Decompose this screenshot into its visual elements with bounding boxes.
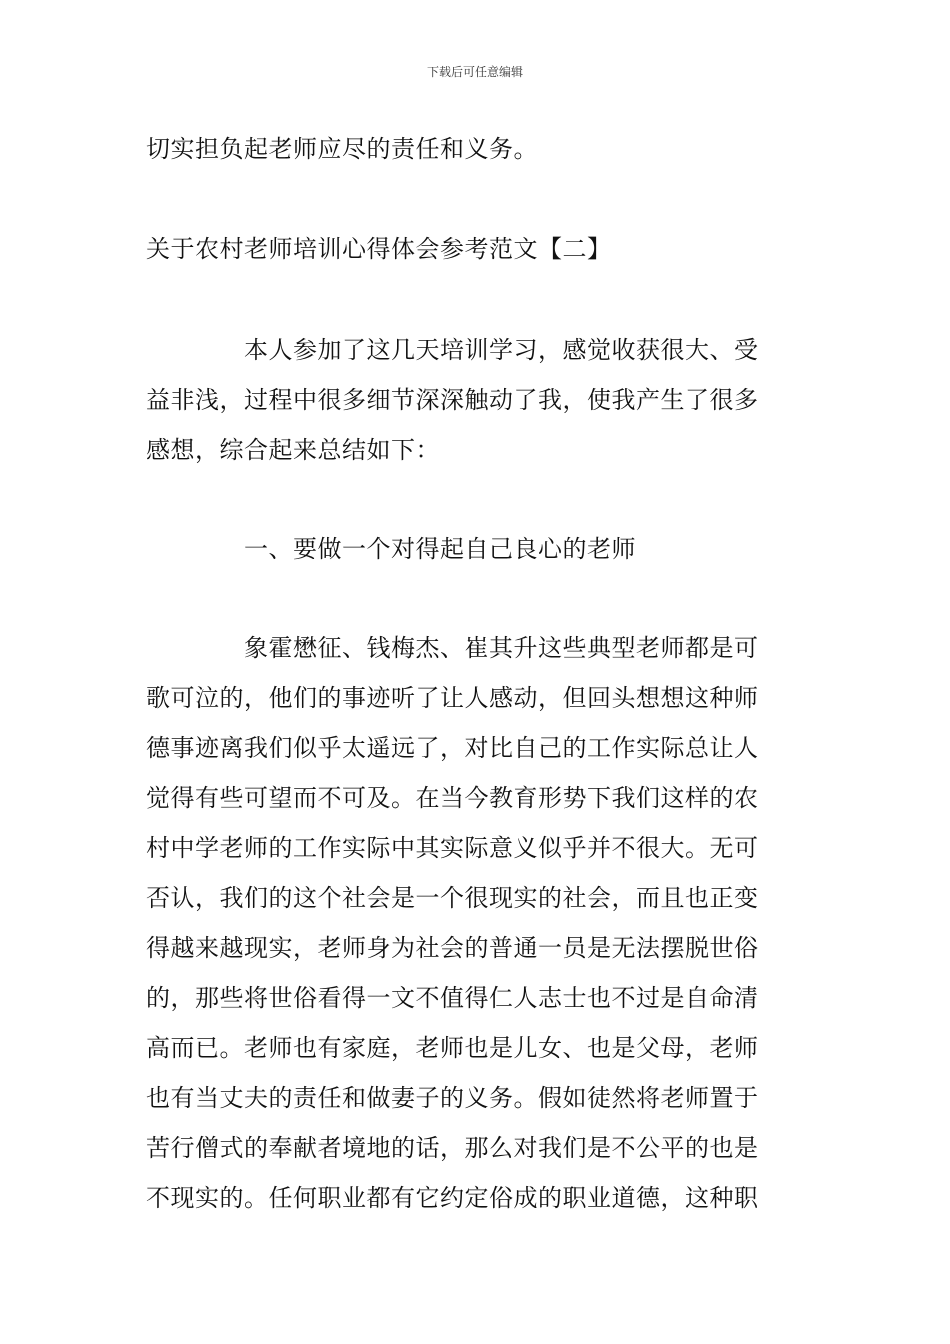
text-line: 觉得有些可望而不可及。在当今教育形势下我们这样的农 — [146, 784, 759, 812]
text-line: 的，那些将世俗看得一文不值得仁人志士也不过是自命清 — [146, 984, 759, 1012]
text-line: 也有当丈夫的责任和做妻子的义务。假如徒然将老师置于 — [146, 1084, 759, 1112]
section-title: 关于农村老师培训心得体会参考范文【二】 — [146, 235, 612, 263]
text-line: 得越来越现实，老师身为社会的普通一员是无法摆脱世俗 — [146, 934, 759, 962]
text-line: 歌可泣的，他们的事迹听了让人感动，但回头想想这种师 — [146, 684, 759, 712]
text-line: 象霍懋征、钱梅杰、崔其升这些典型老师都是可 — [146, 634, 759, 662]
subsection-heading: 一、要做一个对得起自己良心的老师 — [146, 535, 636, 563]
page-header: 下载后可任意编辑 — [426, 65, 523, 79]
text-line: 高而已。老师也有家庭，老师也是儿女、也是父母，老师 — [146, 1034, 759, 1062]
text-line: 德事迹离我们似乎太遥远了，对比自己的工作实际总让人 — [146, 734, 759, 762]
text-line: 益非浅，过程中很多细节深深触动了我，使我产生了很多 — [146, 386, 759, 414]
text-line: 切实担负起老师应尽的责任和义务。 — [146, 135, 538, 163]
text-line: 否认，我们的这个社会是一个很现实的社会，而且也正变 — [146, 884, 759, 912]
text-line: 感想，综合起来总结如下： — [146, 436, 440, 464]
text-line: 苦行僧式的奉献者境地的话，那么对我们是不公平的也是 — [146, 1134, 759, 1162]
text-line: 村中学老师的工作实际中其实际意义似乎并不很大。无可 — [146, 834, 759, 862]
text-line: 不现实的。任何职业都有它约定俗成的职业道德，这种职 — [146, 1184, 759, 1212]
text-line: 本人参加了这几天培训学习，感觉收获很大、受 — [146, 336, 759, 364]
